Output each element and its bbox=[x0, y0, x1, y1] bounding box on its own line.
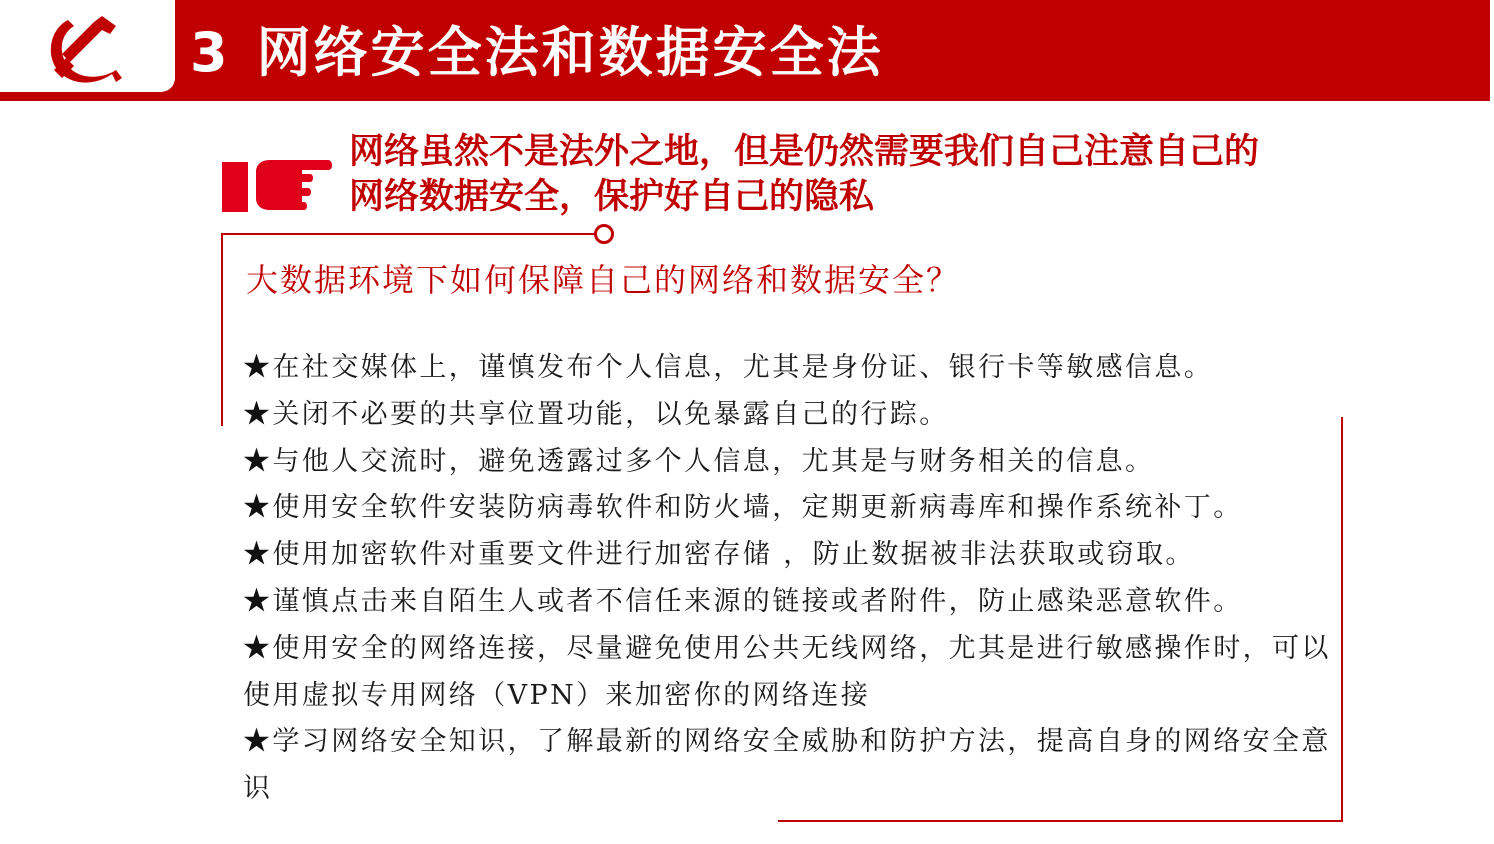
star-icon: ★ bbox=[243, 398, 273, 430]
tip-text: 使用安全的网络连接，尽量避免使用公共无线网络，尤其是进行敏感操作时，可以使用虚拟专用网络（VPN）来加密你的网络连接 bbox=[243, 632, 1331, 711]
tip-text: 在社交媒体上，谨慎发布个人信息，尤其是身份证、银行卡等敏感信息。 bbox=[272, 352, 1214, 383]
frame-dot bbox=[594, 224, 614, 244]
pointing-hand-icon bbox=[222, 156, 334, 214]
star-icon: ★ bbox=[243, 492, 273, 524]
tip-text: 学习网络安全知识，了解最新的网络安全威胁和防护方法，提高自身的网络安全意识 bbox=[243, 726, 1331, 805]
section-title: 网络安全法和数据安全法 bbox=[256, 20, 884, 84]
star-icon: ★ bbox=[243, 445, 273, 477]
section-number: 3 bbox=[190, 21, 231, 84]
key-message-line-2: 网络数据安全，保护好自己的隐私 bbox=[349, 177, 875, 217]
tip-item bbox=[243, 392, 1343, 439]
tip-item bbox=[243, 579, 1343, 626]
star-icon: ★ bbox=[243, 726, 273, 758]
hammer-sickle-icon bbox=[44, 14, 124, 88]
key-message-line-1: 网络虽然不是法外之地，但是仍然需要我们自己注意自己的 bbox=[349, 132, 1260, 172]
tips-list bbox=[243, 345, 1343, 813]
frame-bottom-line bbox=[778, 820, 1343, 822]
star-icon: ★ bbox=[243, 632, 273, 664]
star-icon: ★ bbox=[243, 539, 273, 571]
tip-item bbox=[243, 485, 1343, 532]
tip-text: 关闭不必要的共享位置功能，以免暴露自己的行踪。 bbox=[272, 398, 949, 430]
page-title bbox=[190, 10, 884, 94]
tip-item bbox=[243, 626, 1343, 720]
tip-text: 谨慎点击来自陌生人或者不信任来源的链接或者附件，防止感染恶意软件。 bbox=[272, 585, 1243, 617]
tip-text: 使用安全软件安装防病毒软件和防火墙，定期更新病毒库和操作系统补丁。 bbox=[272, 492, 1243, 524]
tip-item bbox=[243, 719, 1343, 813]
star-icon: ★ bbox=[243, 352, 273, 383]
star-icon: ★ bbox=[243, 585, 273, 617]
key-message bbox=[349, 130, 1349, 220]
tip-item bbox=[243, 345, 1343, 392]
frame-left-line bbox=[221, 233, 223, 426]
tip-text: 与他人交流时，避免透露过多个人信息，尤其是与财务相关的信息。 bbox=[272, 445, 1155, 477]
tip-item bbox=[243, 532, 1343, 579]
tip-item bbox=[243, 439, 1343, 486]
question-heading: 大数据环境下如何保障自己的网络和数据安全？ bbox=[246, 261, 961, 299]
frame-top-line bbox=[221, 233, 601, 235]
tip-text: 使用加密软件对重要文件进行加密存储 ，防止数据被非法获取或窃取。 bbox=[272, 539, 1195, 571]
